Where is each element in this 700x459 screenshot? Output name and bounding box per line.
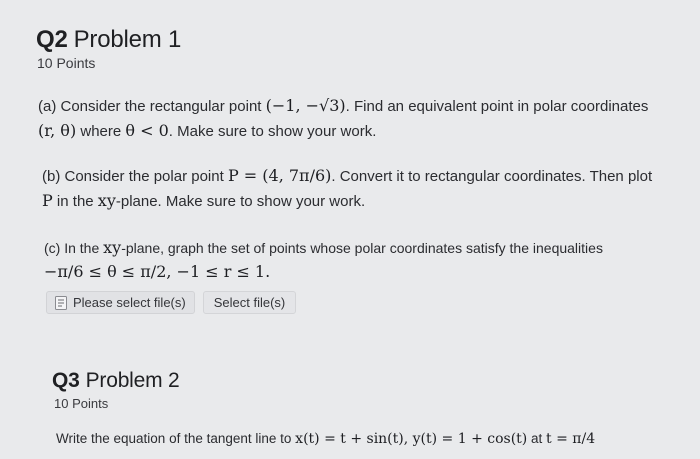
q3-at: at <box>527 431 547 446</box>
q3-title <box>52 369 180 393</box>
please-select-files-label: Please select file(s) <box>73 295 186 310</box>
q3-title-text: Problem 2 <box>85 369 180 392</box>
q2-title <box>36 26 181 54</box>
q2-part-b-line1 <box>42 164 652 189</box>
part-a-polar-math: (r, θ) <box>38 121 77 140</box>
part-a-where: where <box>76 123 126 140</box>
please-select-files-button[interactable] <box>46 291 195 314</box>
part-a-text: (a) Consider the rectangular point <box>38 98 266 115</box>
q3-text: Write the equation of the tangent line to <box>56 431 296 446</box>
q2-points: 10 Points <box>37 55 96 71</box>
part-b-instructions: -plane. Make sure to show your work. <box>115 193 366 210</box>
part-a-point-math: (−1, −√3) <box>265 96 346 115</box>
part-b-text: (b) Consider the polar point <box>42 168 228 185</box>
part-b-text-cont: . Convert it to rectangular coordinates. Then plot <box>331 168 653 185</box>
part-c-text: (c) In the <box>44 240 104 256</box>
q2-part-b <box>42 164 652 214</box>
q2-part-a-line2 <box>38 119 648 144</box>
part-c-inequalities-math: −π/6 ≤ θ ≤ π/2, −1 ≤ r ≤ 1. <box>44 262 271 281</box>
q3-points: 10 Points <box>54 396 109 411</box>
select-files-button[interactable]: Select file(s) <box>203 291 297 314</box>
q2-part-b-line2 <box>42 189 652 214</box>
part-b-in-the: in the <box>52 193 98 210</box>
q3-parametric-math: x(t) = t + sin(t), y(t) = 1 + cos(t) <box>295 431 528 447</box>
q3-t-value-math: t = π/4 <box>546 431 596 447</box>
part-c-text-cont: -plane, graph the set of points whose polar coordinates satisfy the inequalities <box>121 240 603 256</box>
q2-part-a <box>38 94 648 144</box>
part-b-p-math: P <box>42 191 53 210</box>
q3-number: Q3 <box>52 369 80 392</box>
q2-part-c-line1 <box>44 236 603 260</box>
q3-question <box>56 427 595 451</box>
q2-title-text: Problem 1 <box>73 26 182 53</box>
part-b-point-math: P = (4, 7π/6) <box>227 166 332 185</box>
part-b-xy-math: xy <box>97 191 116 210</box>
q2-part-a-line1 <box>38 94 648 119</box>
part-a-instructions: . Make sure to show your work. <box>168 123 377 140</box>
part-a-condition-math: θ < 0 <box>125 121 169 140</box>
document-icon <box>55 296 67 310</box>
q2-part-c-line2 <box>44 260 603 285</box>
part-c-xy-math: xy <box>103 238 122 257</box>
upload-row <box>46 291 296 314</box>
part-a-text-cont: . Find an equivalent point in polar coordinates <box>345 98 649 115</box>
q2-number: Q2 <box>36 26 68 53</box>
q2-part-c <box>44 236 603 285</box>
